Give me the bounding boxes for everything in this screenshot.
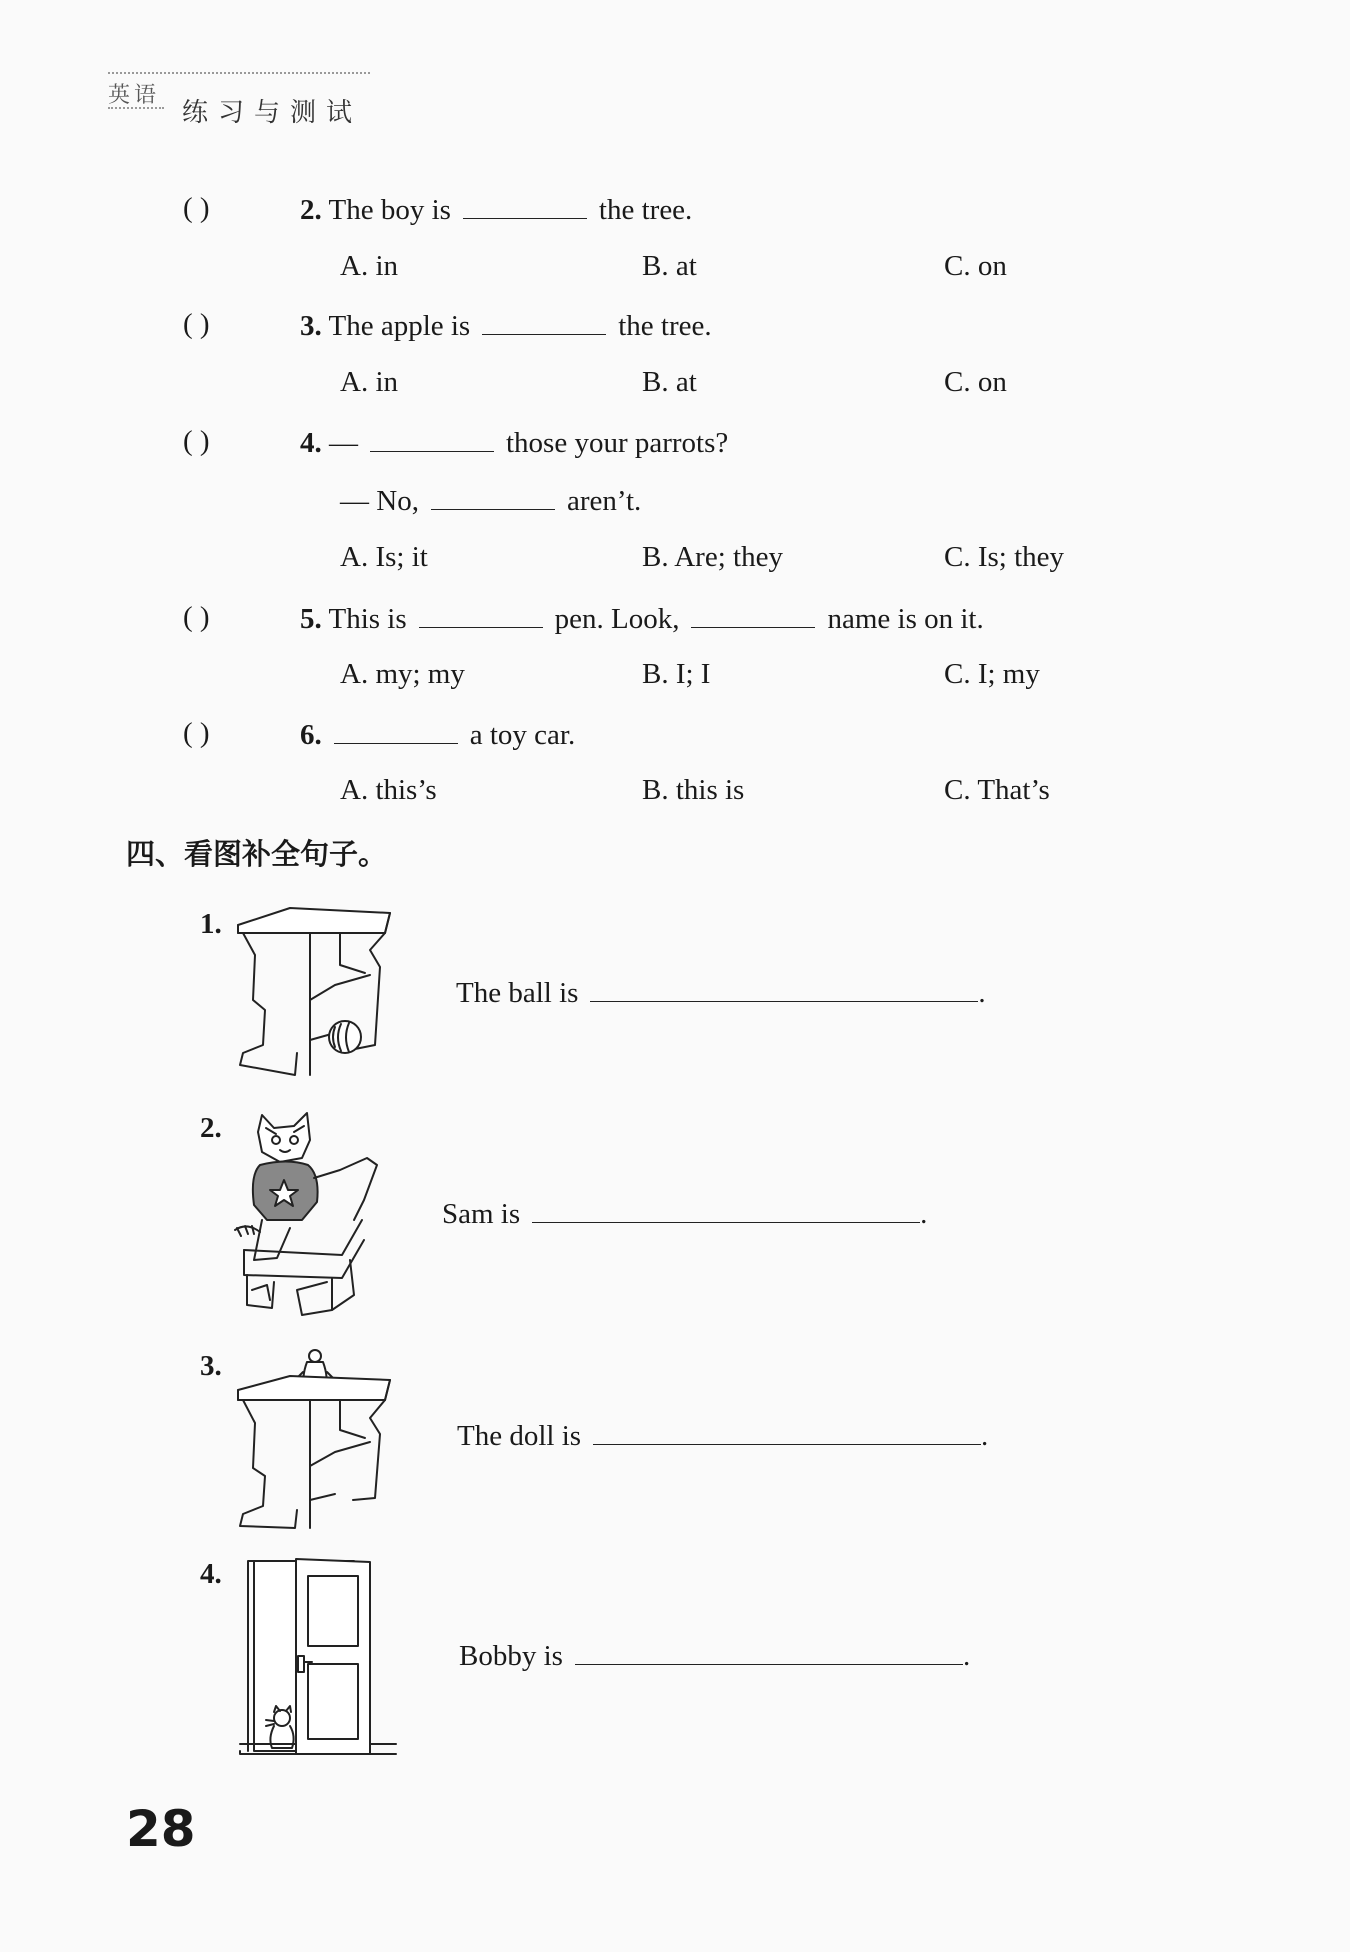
question-text-after: the tree. <box>618 310 712 342</box>
option-a[interactable]: A. this’s <box>340 774 437 806</box>
item-number: 3. <box>200 1350 222 1382</box>
answer-paren[interactable]: ( ) <box>183 425 210 457</box>
option-c[interactable]: C. I; my <box>944 658 1040 690</box>
question-6 <box>300 717 575 752</box>
option-b[interactable]: B. Are; they <box>642 541 783 573</box>
header-title: 练习与测试 <box>182 98 363 128</box>
answer-line[interactable] <box>575 1638 963 1665</box>
item-sentence-4 <box>459 1638 970 1673</box>
question-text-after: those your parrots? <box>506 427 729 459</box>
sentence-end: . <box>978 977 986 1009</box>
item-number: 2. <box>200 1112 222 1144</box>
blank[interactable] <box>334 717 458 744</box>
desk-with-ball-illustration <box>235 905 395 1080</box>
option-c[interactable]: C. on <box>944 250 1007 282</box>
question-number: 2. <box>300 194 322 226</box>
option-a[interactable]: A. in <box>340 250 398 282</box>
section-title: 四、看图补全句子。 <box>126 837 388 871</box>
blank[interactable] <box>482 308 606 335</box>
answer-line[interactable] <box>532 1196 920 1223</box>
question-text-middle: pen. Look, <box>554 603 680 635</box>
question-number: 3. <box>300 310 322 342</box>
question-number: 4. <box>300 427 322 459</box>
sentence-end: . <box>962 1640 971 1672</box>
answer-line[interactable] <box>593 1418 981 1445</box>
question-text-before: The boy is <box>328 194 451 226</box>
sentence-text: The ball is <box>456 977 579 1009</box>
option-a[interactable]: A. my; my <box>340 658 465 690</box>
option-c[interactable]: C. That’s <box>944 774 1050 806</box>
page-number: 28 <box>126 1800 196 1858</box>
option-b[interactable]: B. I; I <box>642 658 711 690</box>
sentence-text: Sam is <box>442 1198 521 1230</box>
question-4-reply <box>340 483 641 518</box>
option-a[interactable]: A. Is; it <box>340 541 428 573</box>
answer-paren[interactable]: ( ) <box>183 308 210 340</box>
blank[interactable] <box>431 483 555 510</box>
blank[interactable] <box>419 601 543 628</box>
question-5 <box>300 601 984 636</box>
question-4 <box>300 425 728 460</box>
answer-paren[interactable]: ( ) <box>183 717 210 749</box>
reply-text-after: aren’t. <box>566 485 642 517</box>
question-3 <box>300 308 712 343</box>
sentence-text: The doll is <box>457 1420 582 1452</box>
answer-line[interactable] <box>590 975 978 1002</box>
sentence-end: . <box>981 1420 989 1452</box>
item-sentence-3 <box>457 1418 988 1453</box>
item-number: 1. <box>200 908 222 940</box>
desk-with-doll-illustration <box>235 1348 395 1528</box>
blank[interactable] <box>370 425 494 452</box>
reply-text-before: — No, <box>340 485 419 517</box>
item-number: 4. <box>200 1558 222 1590</box>
question-text-before: This is <box>328 603 407 635</box>
question-dash: — <box>329 427 358 459</box>
blank[interactable] <box>463 192 587 219</box>
question-number: 5. <box>300 603 322 635</box>
answer-paren[interactable]: ( ) <box>183 601 210 633</box>
header-dotted-rule <box>108 72 370 74</box>
answer-paren[interactable]: ( ) <box>183 192 210 224</box>
item-sentence-2 <box>442 1196 927 1231</box>
option-c[interactable]: C. Is; they <box>944 541 1065 573</box>
option-b[interactable]: B. at <box>642 250 697 282</box>
sentence-end: . <box>920 1198 928 1230</box>
option-b[interactable]: B. this is <box>642 774 745 806</box>
question-text-after: a toy car. <box>469 719 576 751</box>
blank[interactable] <box>691 601 815 628</box>
header-subject: 英语 <box>108 83 161 108</box>
sentence-text: Bobby is <box>459 1640 563 1672</box>
cat-on-chair-illustration <box>232 1110 382 1320</box>
question-number: 6. <box>300 719 322 751</box>
option-c[interactable]: C. on <box>944 366 1007 398</box>
option-b[interactable]: B. at <box>642 366 697 398</box>
question-2 <box>300 192 692 227</box>
door-with-bobby-illustration <box>238 1556 398 1756</box>
question-text-after: the tree. <box>598 194 693 226</box>
option-a[interactable]: A. in <box>340 366 398 398</box>
question-text-after: name is on it. <box>827 603 984 635</box>
item-sentence-1 <box>456 975 986 1010</box>
question-text-before: The apple is <box>328 310 471 342</box>
header-dotted-underline <box>108 107 164 109</box>
